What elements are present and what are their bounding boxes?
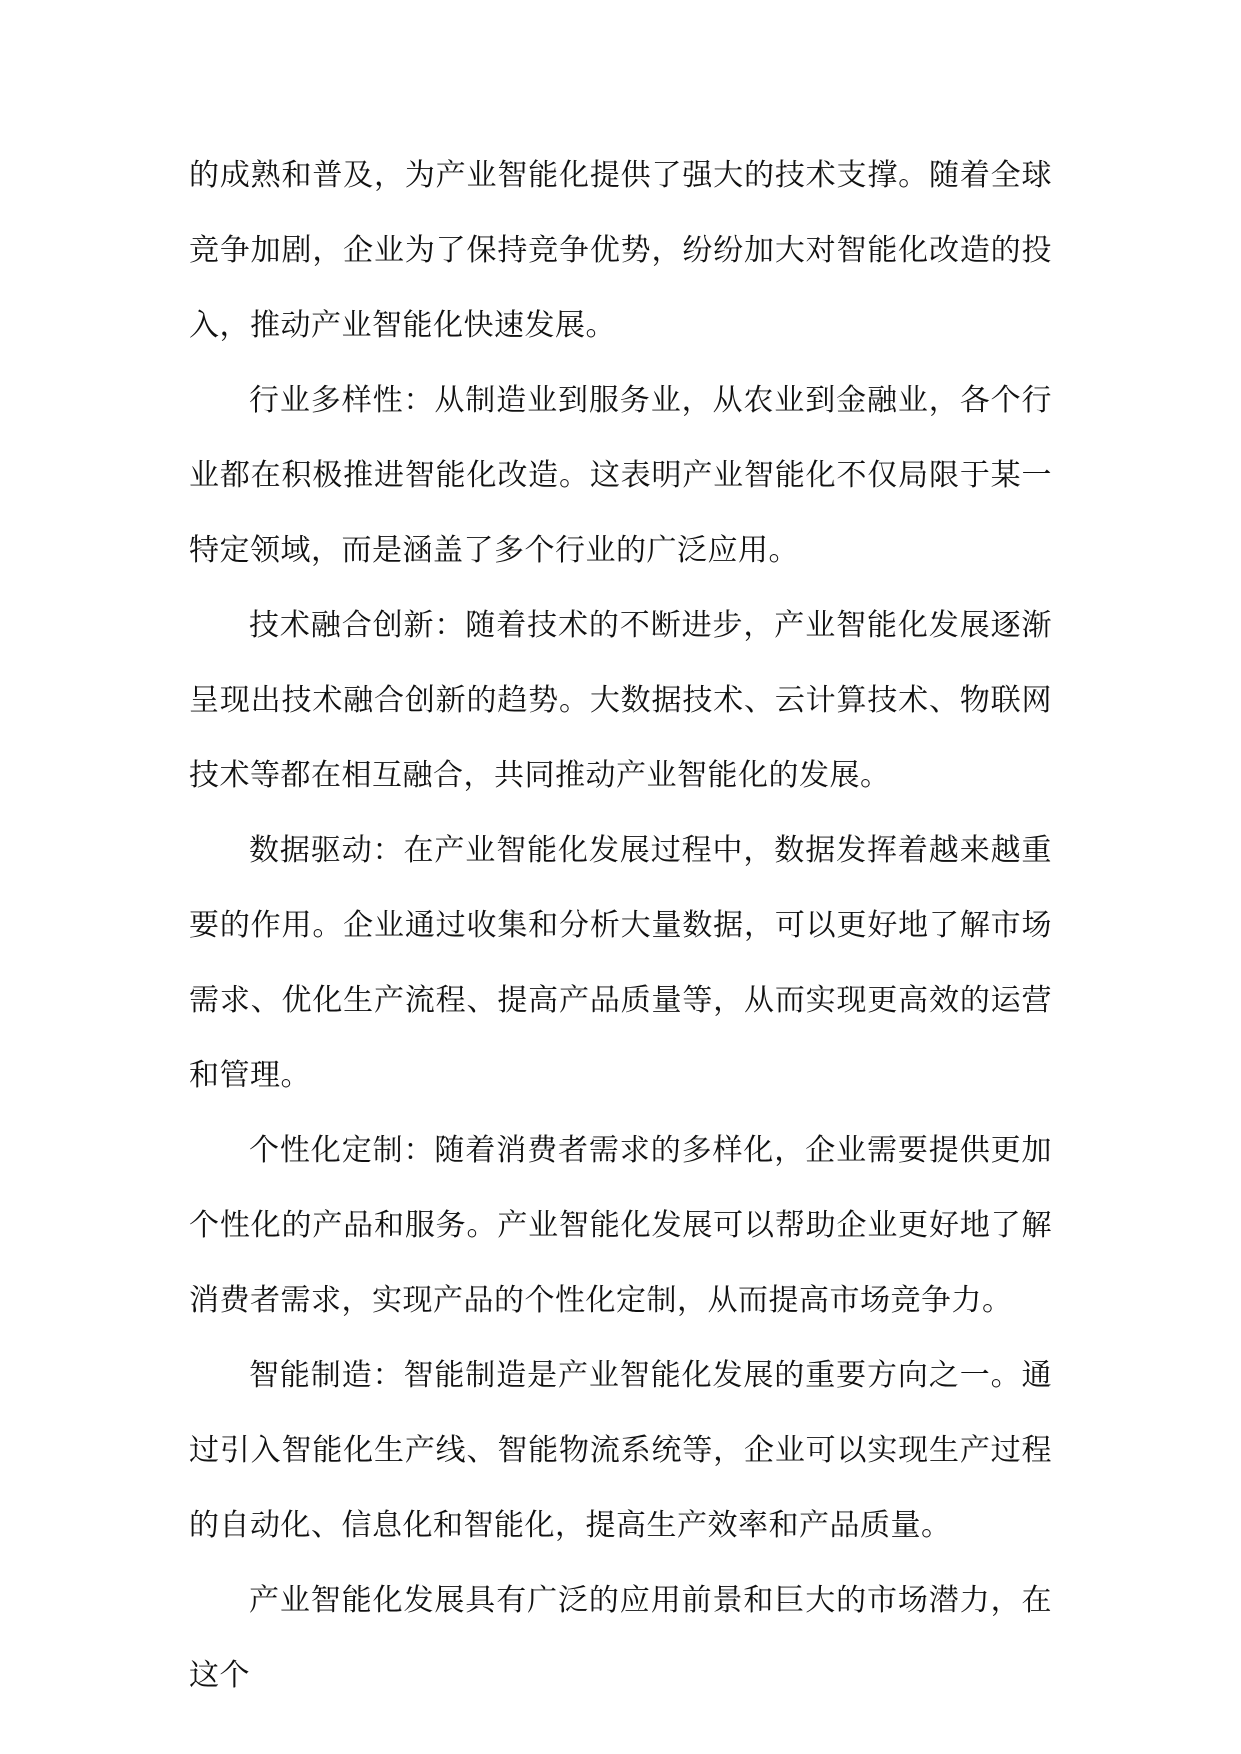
paragraph-data-driven: 数据驱动：在产业智能化发展过程中，数据发挥着越来越重要的作用。企业通过收集和分析大量数据，可以更好地了解市场需求、优化生产流程、提高产品质量等，从而实现更高效的运营和管理。	[189, 833, 1052, 1093]
body-text	[189, 138, 1052, 1713]
paragraph-smart-manufacturing: 智能制造：智能制造是产业智能化发展的重要方向之一。通过引入智能化生产线、智能物流系统等，企业可以实现生产过程的自动化、信息化和智能化，提高生产效率和产品质量。	[189, 1358, 1052, 1543]
paragraph-continuation: 的成熟和普及，为产业智能化提供了强大的技术支撑。随着全球竞争加剧，企业为了保持竞争优势，纷纷加大对智能化改造的投入，推动产业智能化快速发展。	[189, 158, 1052, 343]
paragraph-technology-fusion: 技术融合创新：随着技术的不断进步，产业智能化发展逐渐呈现出技术融合创新的趋势。大数据技术、云计算技术、物联网技术等都在相互融合，共同推动产业智能化的发展。	[189, 608, 1052, 793]
paragraph-personalized-customization: 个性化定制：随着消费者需求的多样化，企业需要提供更加个性化的产品和服务。产业智能化发展可以帮助企业更好地了解消费者需求，实现产品的个性化定制，从而提高市场竞争力。	[189, 1133, 1052, 1318]
paragraph-outlook: 产业智能化发展具有广泛的应用前景和巨大的市场潜力，在这个	[189, 1583, 1052, 1693]
paragraph-industry-diversity: 行业多样性：从制造业到服务业，从农业到金融业，各个行业都在积极推进智能化改造。这表明产业智能化不仅局限于某一特定领域，而是涵盖了多个行业的广泛应用。	[189, 383, 1052, 568]
